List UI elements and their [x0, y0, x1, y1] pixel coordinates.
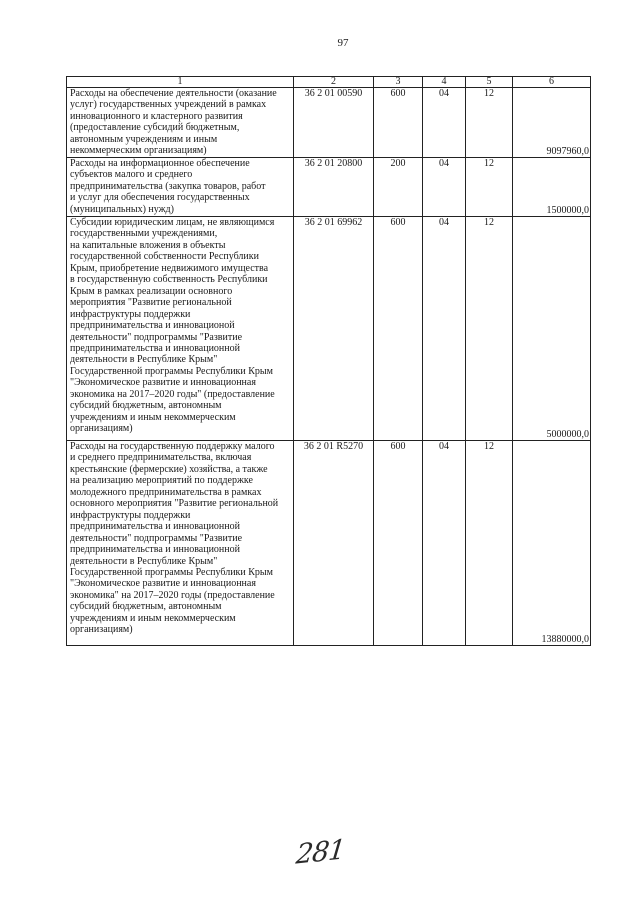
row-col3: 600	[374, 88, 423, 158]
row-col4: 04	[423, 88, 466, 158]
table-row	[67, 217, 591, 441]
table-row	[67, 441, 591, 646]
row-code: 36 2 01 69962	[294, 217, 374, 441]
row-amount: 5000000,0	[513, 217, 591, 441]
row-description: Субсидии юридическим лицам, не являющимся государственными учреждениями, на капитальные вложения в объекты государственной собственности Республики Крым, приобретение недвижимого имущества в государственную собственность Республики Крым в рамках реализации основного мероприятия "Развитие региональной инфраструктуры поддержки предпринимательства и инновационой деятельности" подпрограммы "Развитие предпринимательства и инновационной деятельности в Республике Крым" Государственной программы Республики Крым "Экономическое развитие и инновационная экономика на 2017–2020 годы" (предоставление субсидий бюджетным, автономным учреждениям и иным некоммерческим организациям)	[67, 217, 294, 441]
row-col3: 200	[374, 158, 423, 217]
row-col4: 04	[423, 217, 466, 441]
row-col3: 600	[374, 217, 423, 441]
row-amount: 1500000,0	[513, 158, 591, 217]
table-row	[67, 158, 591, 217]
table-row	[67, 88, 591, 158]
header-col-6: 6	[513, 77, 591, 88]
row-amount: 13880000,0	[513, 441, 591, 646]
header-col-1: 1	[67, 77, 294, 88]
header-col-4: 4	[423, 77, 466, 88]
header-col-2: 2	[294, 77, 374, 88]
handwritten-page-number: 281	[294, 834, 347, 871]
row-col4: 04	[423, 441, 466, 646]
row-code: 36 2 01 00590	[294, 88, 374, 158]
header-row	[67, 77, 591, 88]
row-amount: 9097960,0	[513, 88, 591, 158]
row-col5: 12	[466, 217, 513, 441]
header-col-5: 5	[466, 77, 513, 88]
row-description: Расходы на информационное обеспечение субъектов малого и среднего предпринимательства (закупка товаров, работ и услуг для обеспечения государственных (муниципальных) нужд)	[67, 158, 294, 217]
row-description: Расходы на обеспечение деятельности (оказание услуг) государственных учреждений в рамках инновационного и кластерного развития (предоставление субсидий бюджетным, автономным учреждениям и иным некоммерческим организациям)	[67, 88, 294, 158]
row-col3: 600	[374, 441, 423, 646]
row-col5: 12	[466, 441, 513, 646]
budget-table	[66, 76, 591, 646]
row-col5: 12	[466, 88, 513, 158]
row-description: Расходы на государственную поддержку малого и среднего предпринимательства, включая крестьянские (фермерские) хозяйства, а также на реализацию мероприятий по поддержке молодежного предпринимательства в рамках основного мероприятия "Развитие региональной инфраструктуры поддержки предпринимательства и инновационной деятельности" подпрограммы "Развитие предпринимательства и инновационной деятельности в Республике Крым" Государственной программы Республики Крым "Экономическое развитие и инновационная экономика" на 2017–2020 годы (предоставление субсидий бюджетным, автономным учреждениям и иным некоммерческим организациям)	[67, 441, 294, 646]
row-col4: 04	[423, 158, 466, 217]
row-code: 36 2 01 20800	[294, 158, 374, 217]
row-col5: 12	[466, 158, 513, 217]
page-number: 97	[337, 37, 349, 49]
row-code: 36 2 01 R5270	[294, 441, 374, 646]
header-col-3: 3	[374, 77, 423, 88]
